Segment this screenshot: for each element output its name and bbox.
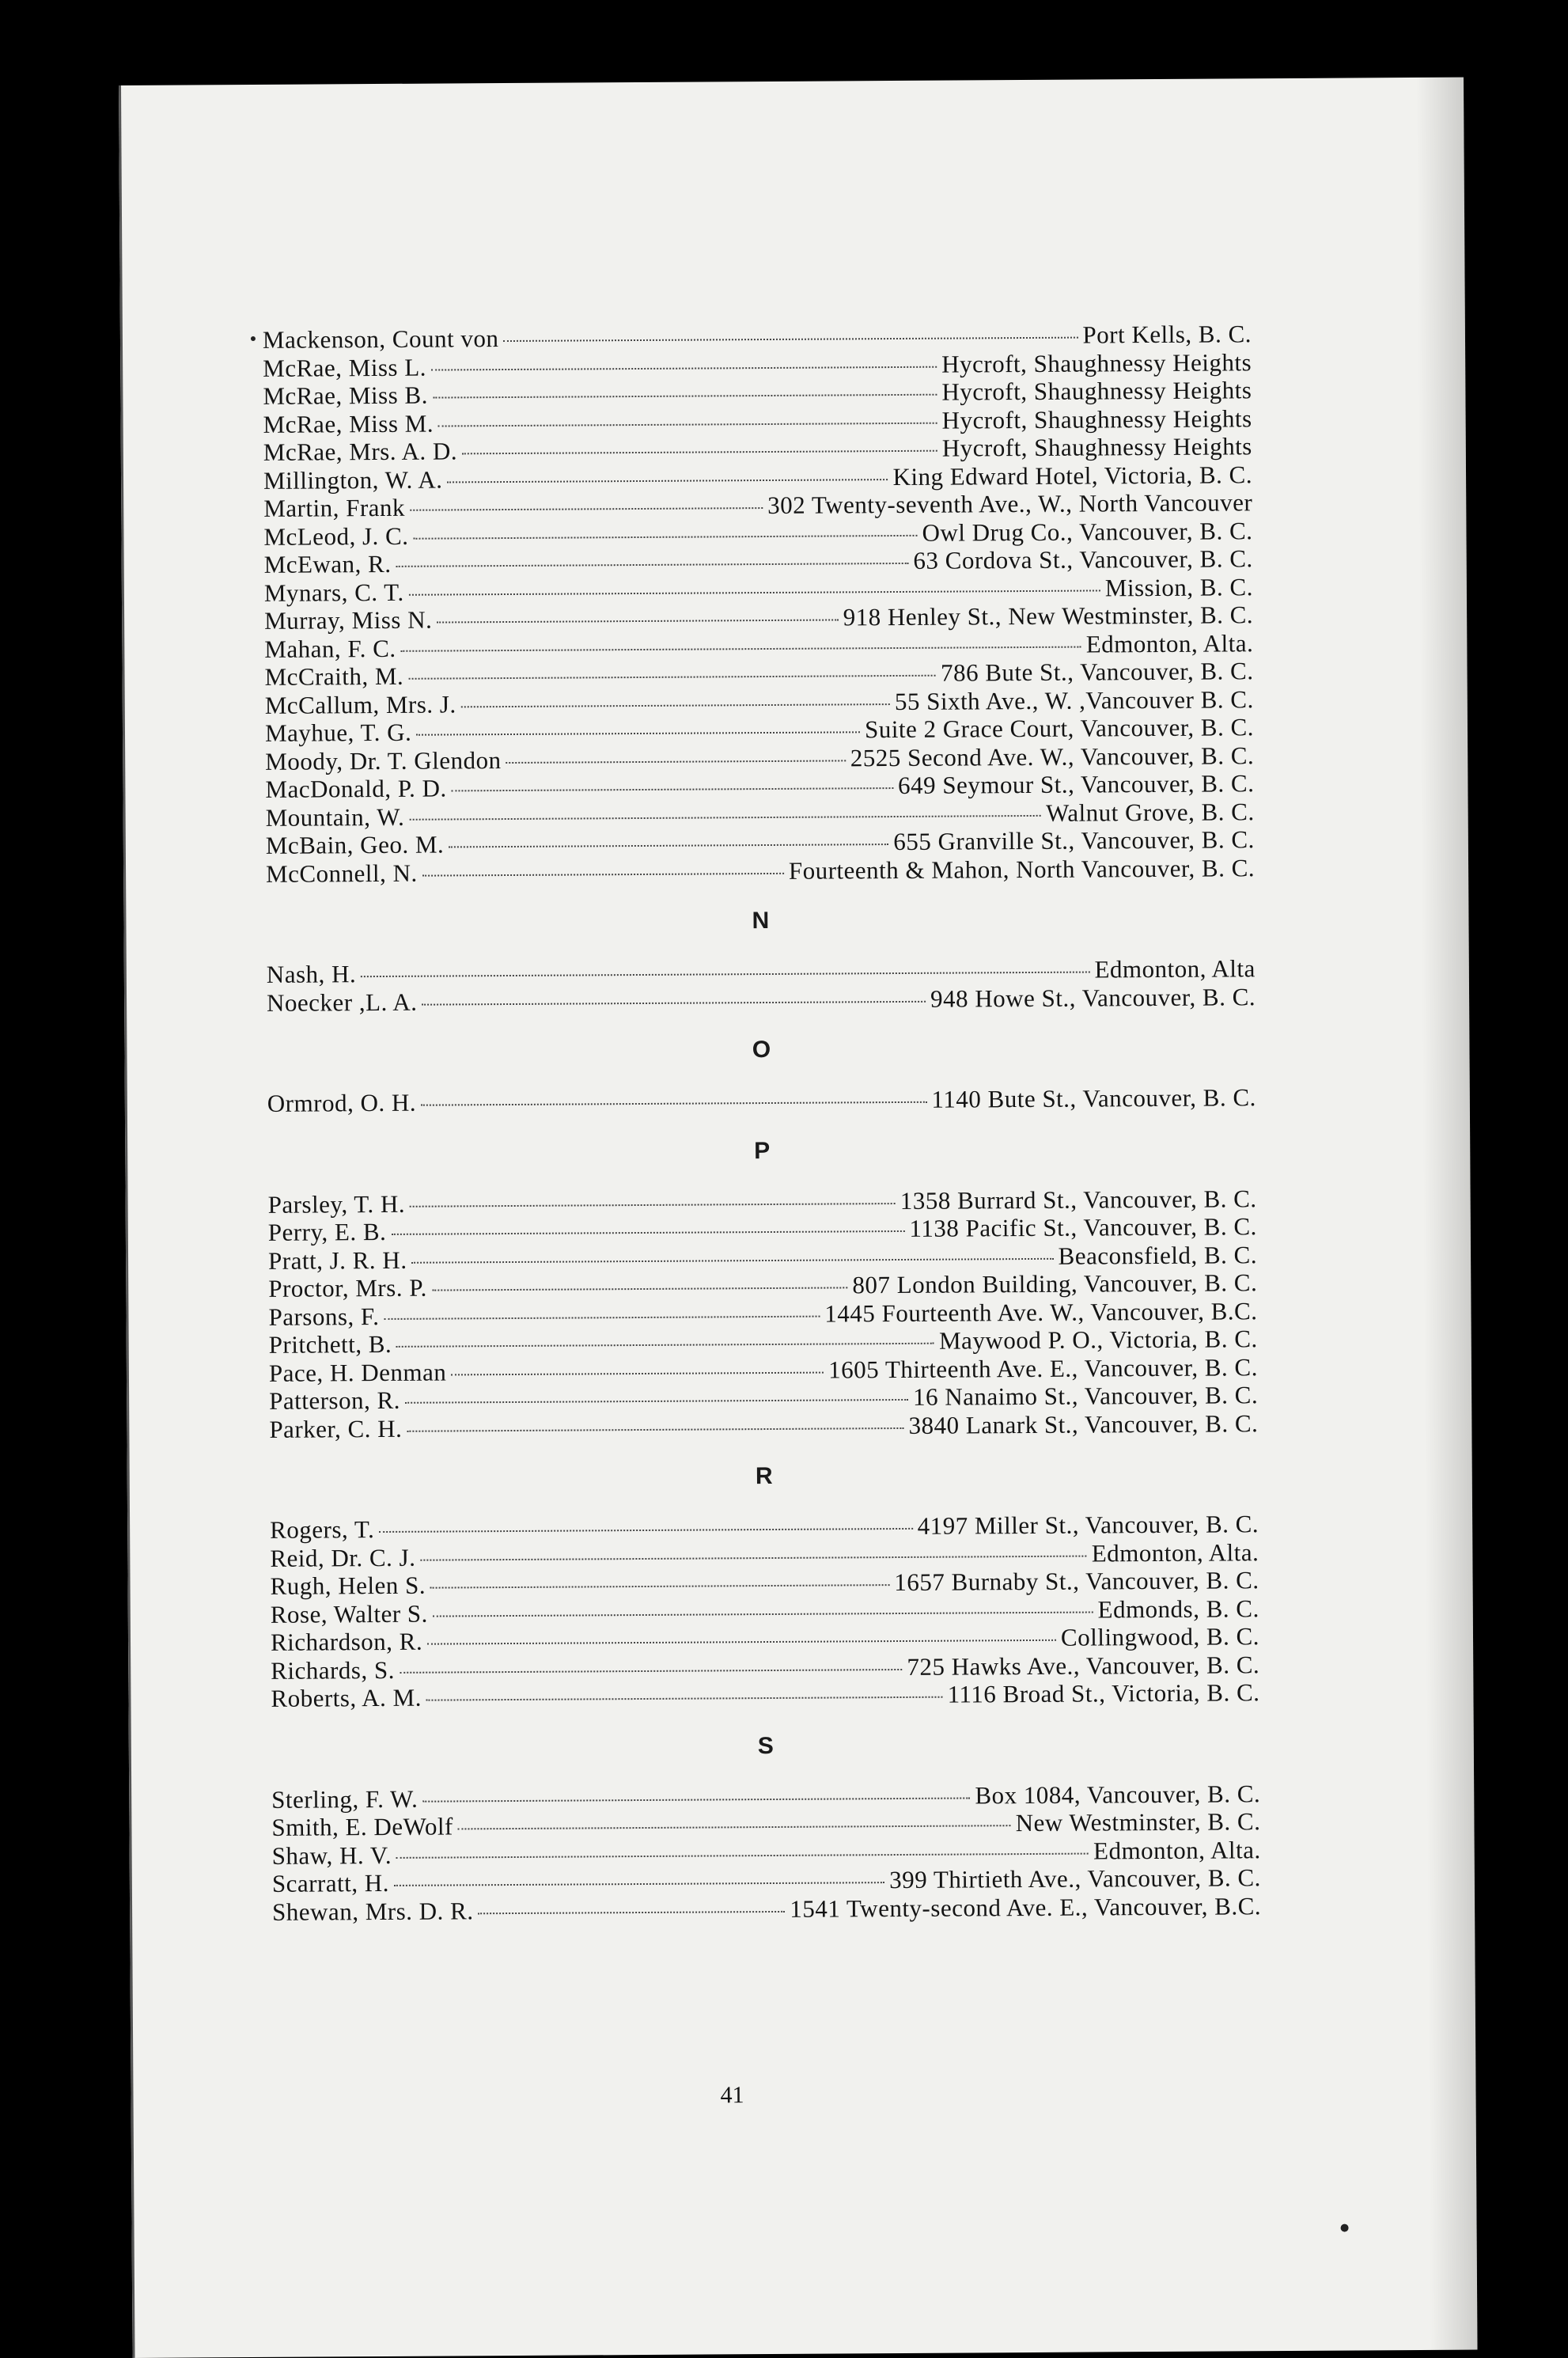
entry-name: Rogers, T. — [270, 1515, 375, 1544]
entry-name: Millington, W. A. — [263, 465, 443, 495]
directory-section — [271, 1707, 1262, 1926]
dot-leader — [420, 1555, 1086, 1560]
entry-name: Murray, Miss N. — [264, 605, 433, 635]
dot-leader — [426, 1696, 943, 1701]
entry-name: Pritchett, B. — [268, 1329, 392, 1359]
entry-name: MacDonald, P. D. — [265, 774, 447, 803]
entry-name: McEwan, R. — [263, 549, 392, 578]
dot-leader — [409, 814, 1041, 820]
dot-leader — [412, 1257, 1054, 1263]
dot-leader — [396, 1852, 1089, 1858]
entry-name: Parker, C. H. — [269, 1414, 403, 1443]
dot-leader — [503, 337, 1078, 342]
page-number: 41 — [720, 2082, 744, 2109]
entry-name: McBain, Geo. M. — [265, 830, 445, 859]
directory-section — [263, 320, 1255, 888]
entry-address: 3840 Lanark St., Vancouver, B. C. — [908, 1408, 1259, 1439]
dot-leader — [438, 422, 937, 426]
directory-section — [267, 1112, 1258, 1443]
entry-name: McRae, Mrs. A. D. — [263, 437, 458, 466]
entry-name: Noecker ,L. A. — [266, 988, 418, 1017]
dot-leader — [396, 563, 909, 567]
entry-address: 1140 Bute St., Vancouver, B. C. — [931, 1083, 1256, 1113]
entry-name: Sterling, F. W. — [271, 1784, 419, 1814]
directory-section — [269, 1437, 1259, 1712]
dot-leader — [458, 1825, 1011, 1829]
dot-leader — [431, 366, 937, 370]
entry-address: 1138 Pacific St., Vancouver, B. C. — [909, 1212, 1257, 1242]
dot-leader — [401, 646, 1081, 651]
entry-address: 302 Twenty-seventh Ave., W., North Vancouver — [767, 488, 1253, 519]
entry-name: Moody, Dr. T. Glendon — [265, 745, 502, 775]
dot-leader — [410, 507, 763, 511]
dot-leader — [384, 1315, 820, 1319]
entry-name: Nash, H. — [266, 960, 357, 988]
dot-leader — [437, 619, 838, 623]
directory-page — [119, 78, 1478, 2358]
entry-address: 55 Sixth Ave., W. ,Vancouver B. C. — [894, 684, 1254, 715]
dot-leader — [427, 1640, 1056, 1645]
entry-name: Mayhue, T. G. — [264, 718, 412, 747]
entry-address: Hycroft, Shaughnessy Heights — [941, 347, 1252, 378]
dot-leader — [430, 1584, 889, 1589]
entry-address: 918 Henley St., New Westminster, B. C. — [843, 601, 1254, 631]
entry-name: Mackenson, Count von — [262, 324, 499, 354]
entry-name: Rose, Walter S. — [270, 1599, 428, 1628]
entry-name: Martin, Frank — [263, 493, 406, 522]
dot-leader — [422, 1797, 970, 1802]
entry-address: 399 Thirtieth Ave., Vancouver, B. C. — [889, 1863, 1261, 1894]
dot-leader — [433, 394, 937, 399]
entry-address: Maywood P. O., Victoria, B. C. — [938, 1325, 1258, 1355]
dot-leader — [416, 731, 860, 735]
dot-leader — [414, 534, 918, 539]
entry-address: 807 London Building, Vancouver, B. C. — [852, 1268, 1258, 1299]
entry-name: Smith, E. DeWolf — [271, 1812, 453, 1841]
entry-address: 725 Hawks Ave., Vancouver, B. C. — [907, 1650, 1260, 1681]
entry-name: Perry, E. B. — [267, 1217, 387, 1246]
directory-entry — [272, 1892, 1261, 1926]
entry-name: Pratt, J. R. H. — [267, 1245, 407, 1275]
entry-name: McRae, Miss L. — [263, 353, 427, 382]
dot-leader — [391, 1230, 904, 1235]
dot-leader — [394, 1882, 884, 1886]
dot-leader — [451, 1371, 824, 1375]
entry-address: 1657 Burnaby St., Vancouver, B. C. — [894, 1566, 1259, 1597]
entry-address: 63 Cordova St., Vancouver, B. C. — [913, 544, 1253, 574]
section-letter-heading: O — [752, 1036, 771, 1063]
entry-address: 1445 Fourteenth Ave. W., Vancouver, B.C. — [824, 1296, 1258, 1328]
entry-address: Suite 2 Grace Court, Vancouver, B. C. — [864, 713, 1255, 744]
dot-leader — [433, 1611, 1093, 1617]
speck — [251, 336, 256, 341]
entry-address: 649 Seymour St., Vancouver, B. C. — [897, 769, 1255, 799]
entry-name: Reid, Dr. C. J. — [270, 1543, 416, 1572]
directory-listing — [263, 320, 1261, 1926]
dot-leader — [461, 703, 890, 707]
entry-address: 786 Bute St., Vancouver, B. C. — [940, 657, 1254, 687]
entry-name: Rugh, Helen S. — [270, 1571, 426, 1600]
entry-address: 1541 Twenty-second Ave. E., Vancouver, B.C. — [790, 1891, 1262, 1923]
entry-name: Scarratt, H. — [271, 1868, 390, 1897]
dot-leader — [479, 1910, 786, 1913]
entry-name: Mynars, C. T. — [263, 578, 404, 607]
entry-address: Edmonton, Alta — [1094, 954, 1256, 984]
entry-address: Edmonds, B. C. — [1097, 1594, 1259, 1623]
entry-name: Parsons, F. — [268, 1302, 380, 1331]
dot-leader — [379, 1528, 912, 1533]
dot-leader — [506, 760, 846, 764]
entry-address: Fourteenth & Mahon, North Vancouver, B. C. — [788, 853, 1256, 885]
entry-name: Mahan, F. C. — [264, 634, 396, 663]
dot-leader — [400, 1668, 902, 1673]
page-edge — [119, 85, 135, 2358]
entry-address: 2525 Second Ave. W., Vancouver, B. C. — [850, 741, 1255, 771]
entry-address: Hycroft, Shaughnessy Heights — [941, 404, 1252, 434]
section-letter-heading: P — [754, 1137, 771, 1164]
directory-section — [267, 1010, 1256, 1117]
entry-address: Hycroft, Shaughnessy Heights — [941, 376, 1252, 406]
entry-address: Owl Drug Co., Vancouver, B. C. — [922, 516, 1253, 547]
dot-leader — [422, 872, 784, 876]
dot-leader — [462, 450, 937, 455]
entry-address: Beaconsfield, B. C. — [1058, 1240, 1258, 1270]
dot-leader — [409, 590, 1100, 595]
entry-address: Edmonton, Alta. — [1093, 1835, 1261, 1865]
entry-name: Ormrod, O. H. — [267, 1088, 417, 1117]
entry-name: Shaw, H. V. — [271, 1841, 392, 1870]
dot-leader — [452, 787, 893, 791]
entry-name: Patterson, R. — [269, 1386, 401, 1415]
entry-name: McRae, Miss M. — [263, 409, 434, 438]
entry-address: Walnut Grove, B. C. — [1045, 797, 1255, 827]
entry-name: Mountain, W. — [265, 802, 405, 832]
entry-name: Pace, H. Denman — [268, 1357, 447, 1387]
entry-address: 16 Nanaimo St., Vancouver, B. C. — [912, 1381, 1259, 1411]
page-shadow — [1416, 78, 1478, 2350]
entry-name: McLeod, J. C. — [263, 521, 409, 551]
entry-name: Richards, S. — [271, 1655, 396, 1685]
directory-section — [266, 881, 1256, 1017]
dot-leader — [361, 972, 1089, 978]
section-letter-heading: R — [755, 1462, 773, 1490]
section-letter-heading: N — [752, 907, 770, 934]
dot-leader — [396, 1343, 934, 1348]
entry-address: 655 Granville St., Vancouver, B. C. — [893, 825, 1255, 856]
entry-address: 948 Howe St., Vancouver, B. C. — [930, 982, 1256, 1013]
dot-leader — [410, 1203, 896, 1207]
entry-address: Edmonton, Alta. — [1091, 1537, 1259, 1568]
entry-name: Richardson, R. — [270, 1627, 423, 1656]
entry-name: McRae, Miss B. — [263, 381, 429, 410]
dot-leader — [405, 1399, 908, 1404]
dot-leader — [408, 675, 936, 680]
dot-leader — [449, 843, 888, 847]
dot-leader — [421, 1101, 926, 1106]
entry-address: Edmonton, Alta. — [1085, 628, 1254, 658]
speck — [1341, 2224, 1349, 2232]
entry-address: King Edward Hotel, Victoria, B. C. — [892, 460, 1253, 491]
entry-name: Shewan, Mrs. D. R. — [271, 1896, 474, 1926]
entry-address: Box 1084, Vancouver, B. C. — [975, 1779, 1261, 1809]
entry-address: 4197 Miller St., Vancouver, B. C. — [917, 1510, 1259, 1540]
entry-name: McConnell, N. — [265, 859, 418, 888]
entry-address: 1605 Thirteenth Ave. E., Vancouver, B. C. — [828, 1352, 1259, 1384]
dot-leader — [447, 479, 888, 483]
entry-address: 1116 Broad St., Victoria, B. C. — [947, 1678, 1260, 1708]
entry-address: New Westminster, B. C. — [1015, 1807, 1261, 1837]
entry-name: Parsley, T. H. — [267, 1189, 406, 1219]
entry-name: Proctor, Mrs. P. — [268, 1273, 427, 1302]
section-letter-heading: S — [757, 1732, 774, 1759]
entry-address: Port Kells, B. C. — [1082, 320, 1252, 349]
entry-name: McCallum, Mrs. J. — [264, 689, 456, 719]
entry-name: McCraith, M. — [264, 662, 404, 691]
dot-leader — [422, 1000, 926, 1005]
entry-address: Collingwood, B. C. — [1060, 1622, 1260, 1651]
entry-name: Roberts, A. M. — [271, 1683, 422, 1712]
entry-address: Hycroft, Shaughnessy Heights — [941, 432, 1252, 462]
entry-address: 1358 Burrard St., Vancouver, B. C. — [900, 1184, 1257, 1215]
dot-leader — [432, 1287, 848, 1291]
entry-address: Mission, B. C. — [1104, 572, 1254, 601]
dot-leader — [407, 1427, 903, 1431]
